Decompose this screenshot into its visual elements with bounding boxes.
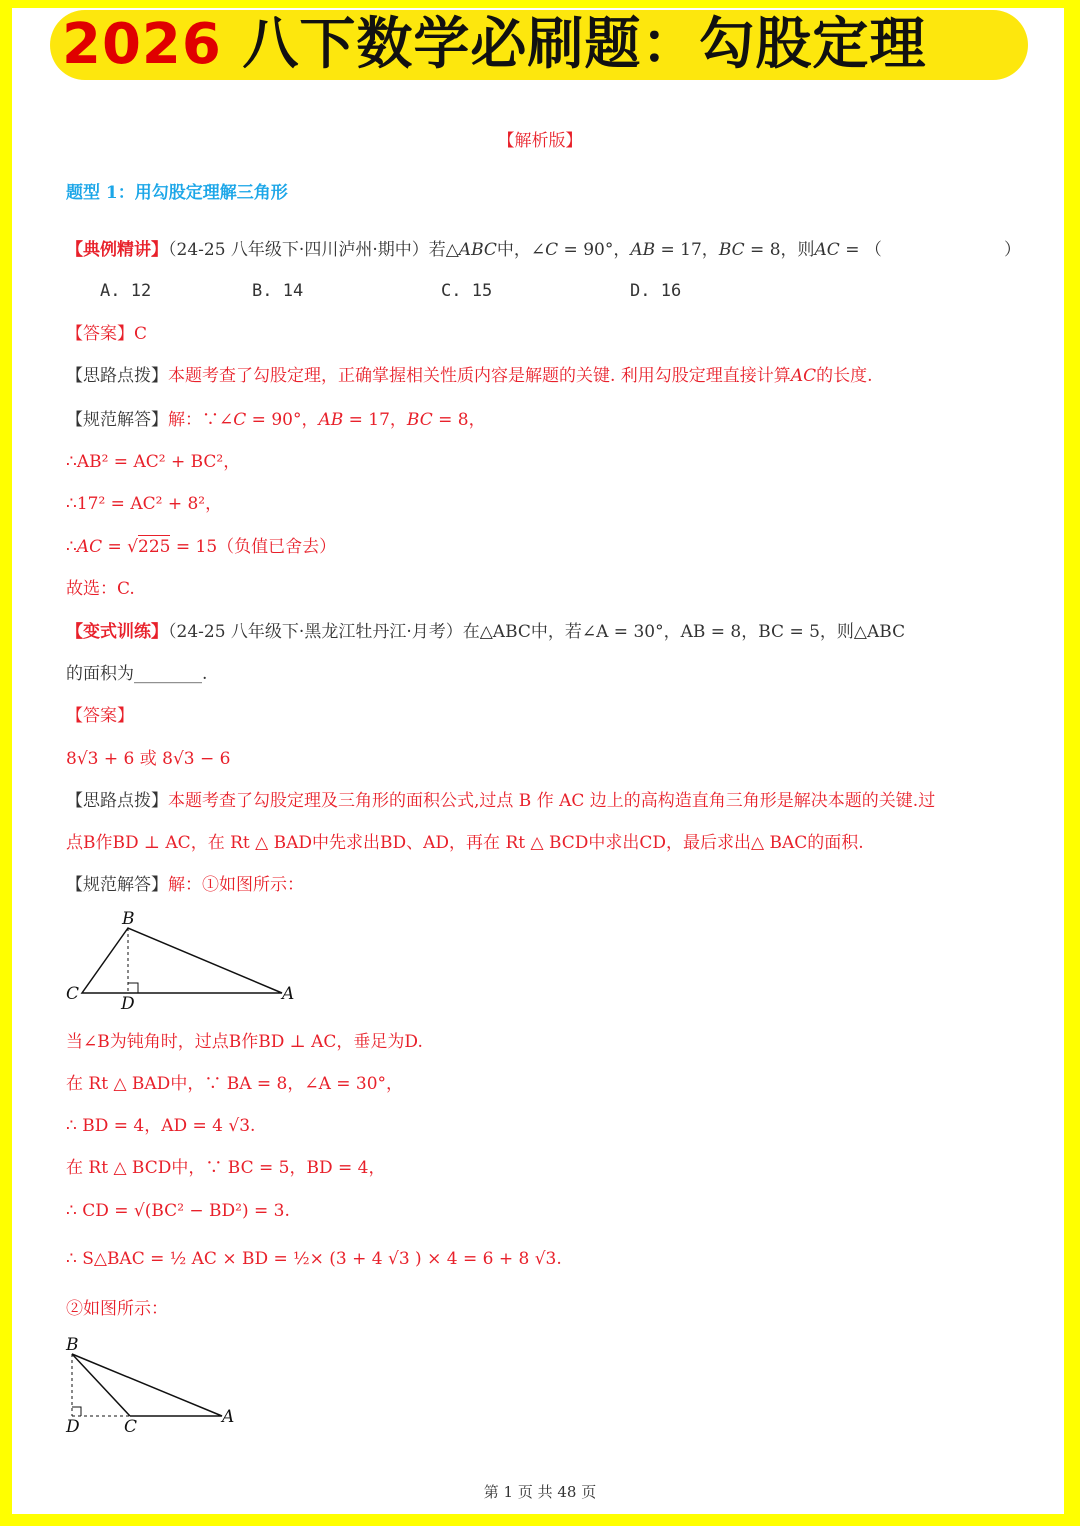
label-c: C [66,984,80,1004]
sol-text: = 90°， [246,410,319,430]
hint-text: 本题考查了勾股定理，正确掌握相关性质内容是解题的关键. 利用勾股定理直接计算 [168,366,791,386]
step3-text: = 15 [170,537,218,557]
option-a: A. 12 [100,281,152,301]
stem-text: = 17， [655,240,719,260]
right-angle-mark [128,983,138,993]
label-c: C [124,1417,138,1437]
step-1: ∴AB² = AC² + BC²， [66,452,241,472]
step-2: ∴17² = AC² + 8²， [66,494,223,514]
variant-answer: 8√3 + 6 或 8√3 − 6 [66,749,231,769]
section-heading: 题型 1：用勾股定理解三角形 [66,183,288,203]
stem-text: = 8，则 [744,240,815,260]
answer-value: C [134,324,148,344]
stem-var: ABC [458,240,497,260]
label-a: A [282,984,295,1004]
figure-1-triangle [60,905,310,1015]
step-3 [66,535,336,559]
figure-2-triangle [60,1330,260,1440]
choose-line: 故选：C. [66,579,135,599]
banner-title [62,12,1022,78]
solution-tag: 【规范解答】 [66,875,168,895]
option-d: D. 16 [630,281,682,301]
label-a: A [222,1407,235,1427]
stem-var: AB [630,240,656,260]
edition-label: 【解析版】 [497,131,583,151]
banner-text: 八下数学必刷题：勾股定理 [242,12,927,77]
stem-text: 中，∠ [496,240,546,260]
banner-year: 2026 [62,12,222,77]
case-2-heading: ②如图所示： [66,1299,168,1319]
variant-stem-2: 的面积为________. [66,664,208,684]
case-1-line-5: ∴ CD = √(BC² − BD²) = 3. [66,1201,290,1221]
step3-text: = √ [102,537,139,557]
sol-var: C [233,410,247,430]
variant-hint [66,789,935,813]
stem-text: = 90°， [558,240,631,260]
answer-tag: 【答案】 [66,324,134,344]
triangle-abc [82,928,282,993]
case-1-line-3: ∴ BD = 4，AD = 4 √3. [66,1116,256,1136]
case-1-line-4: 在 Rt △ BCD中，∵ BC = 5，BD = 4， [66,1158,386,1178]
example-solution [66,408,486,432]
case-1-line-1: 当∠B为钝角时，过点B作BD ⊥ AC，垂足为D. [66,1032,423,1052]
hint-var: AC [790,366,817,386]
hint-text: 的长度. [816,366,873,386]
variant-hint-2: 点B作BD ⊥ AC，在 Rt △ BAD中先求出BD、AD，再在 Rt △ BCD中求出CD，最后求出△ BAC的面积. [66,833,864,853]
variant-tag: 【变式训练】 [66,622,168,642]
sol-text: 解：①如图所示： [168,875,304,895]
paren-close: ） [1004,240,1021,260]
sol-var: BC [406,410,433,430]
sol-var: AB [318,410,344,430]
sol-text: = 8， [432,410,486,430]
example-hint [66,364,873,388]
example-tag: 【典例精讲】 [66,240,168,260]
radicand: 225 [138,537,171,557]
label-d: D [121,994,135,1014]
stem-var: AC [814,240,840,260]
label-b: B [122,909,135,929]
case-1-line-2: 在 Rt △ BAD中，∵ BA = 8，∠A = 30°， [66,1074,404,1094]
stem-text: 若△ [428,240,459,260]
variant-answer-tag: 【答案】 [66,706,134,726]
step3-var: AC [76,537,103,557]
case-1-line-6: ∴ S△BAC = ½ AC × BD = ½× (3 + 4 √3 ) × 4 = 6 + 8 √3. [66,1249,562,1269]
sol-text: = 17， [343,410,407,430]
triangle-abc [72,1354,222,1416]
right-angle-mark [72,1407,81,1416]
variant-stem-text: 在△ABC中，若∠A = 30°，AB = 8，BC = 5，则△ABC [462,622,906,642]
stem-var: C [545,240,559,260]
label-b: B [66,1335,79,1355]
step3-note: （负值已舍去） [217,537,337,557]
hint-tag: 【思路点拨】 [66,791,168,811]
page-footer: 第 1 页 共 48 页 [483,1483,597,1501]
variant-stem [66,620,905,644]
example-answer [66,322,147,346]
variant-solution [66,873,304,897]
variant-source: （24-25 八年级下·黑龙江牡丹江·月考） [168,622,463,642]
example-source: （24-25 八年级下·四川泸州·期中） [168,240,429,260]
label-d: D [66,1417,80,1437]
stem-var: BC [718,240,745,260]
stem-text: = （ [839,240,882,260]
step3-text: ∴ [66,537,77,557]
hint-text: 本题考查了勾股定理及三角形的面积公式,过点 B 作 AC 边上的高构造直角三角形是解决本题的关键.过 [168,791,936,811]
sol-text: 解：∵∠ [168,410,234,430]
example-stem [66,238,882,262]
option-b: B. 14 [252,281,304,301]
solution-tag: 【规范解答】 [66,410,168,430]
hint-tag: 【思路点拨】 [66,366,168,386]
option-c: C. 15 [441,281,493,301]
